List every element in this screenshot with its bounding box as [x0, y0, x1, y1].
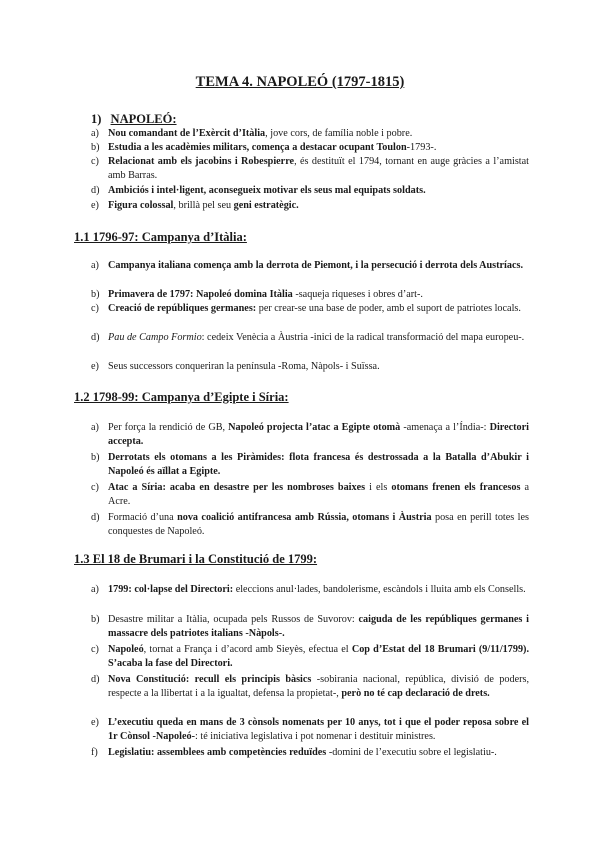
list-item [91, 184, 529, 198]
item-marker: b) [91, 614, 100, 625]
item-marker: c) [91, 303, 99, 314]
item-marker: e) [91, 361, 99, 372]
item-marker: d) [91, 512, 100, 523]
item-text: Primavera de 1797: Napoleó domina Itàlia -saqueja riqueses i obres d’art-. [108, 289, 423, 300]
list-item [91, 451, 529, 478]
item-text: Nou comandant de l’Exèrcit d’Itàlia, jove cors, de família noble i pobre. [108, 128, 413, 139]
item-marker: f) [91, 747, 98, 758]
item-marker: d) [91, 674, 100, 685]
item-marker: c) [91, 156, 99, 167]
item-text: Figura colossal, brillà pel seu geni estratègic. [108, 200, 299, 211]
list-item [91, 302, 529, 316]
list-item [91, 360, 529, 374]
list-item [91, 331, 529, 345]
list-item [91, 141, 529, 155]
list-item [91, 288, 529, 302]
item-text: Estudia a les acadèmies militars, comença a destacar ocupant Toulon-1793-. [108, 142, 437, 153]
page-title: TEMA 4. NAPOLEÓ (1797-1815) [195, 74, 405, 90]
item-marker: a) [91, 260, 99, 271]
list-item [91, 421, 529, 448]
item-text: Nova Constitució: recull els principis bàsics -sobirania nacional, república, divisió de poders, respecte a la llibertat i a la igualtat, defensa la propietat-, però no té cap declaració de drets. [108, 674, 529, 699]
section-heading-brumari: 1.3 El 18 de Brumari i la Constitució de 1799: [74, 552, 318, 566]
item-text: Ambiciós i intel·ligent, aconsegueix motivar els seus mal equipats soldats. [108, 185, 426, 196]
item-text: Atac a Síria: acaba en desastre per les nombroses baixes i els otomans frenen els francesos a Acre. [108, 482, 529, 507]
item-marker: a) [91, 584, 99, 595]
list-item [91, 716, 529, 743]
item-text: Formació d’una nova coalició antifrancesa amb Rússia, otomans i Àustria posa en perill totes les conquestes de Napoleó. [108, 512, 529, 537]
item-text: Desastre militar a Itàlia, ocupada pels Russos de Suvorov: caiguda de les repúbliques germanes i massacre dels patriotes italians -Nàpols-. [108, 614, 529, 639]
section-heading-egipte: 1.2 1798-99: Campanya d’Egipte i Síria: [74, 390, 289, 404]
item-marker: b) [91, 142, 100, 153]
item-text: 1799: col·lapse del Directori: eleccions anul·lades, bandolerisme, escàndols i lluita amb els Consells. [108, 584, 526, 595]
item-marker: a) [91, 422, 99, 433]
item-text: L’executiu queda en mans de 3 cònsols nomenats per 10 anys, tot i que el poder reposa sobre el 1r Cònsol -Napoleó-: té iniciativa legislativa i pot nomenar i destituir ministres. [108, 717, 529, 742]
item-marker: b) [91, 289, 100, 300]
item-marker: d) [91, 185, 100, 196]
section-heading-italia: 1.1 1796-97: Campanya d’Itàlia: [74, 230, 247, 244]
item-text: Pau de Campo Formio: cedeix Venècia a Àustria -inici de la radical transformació del mapa europeu-. [108, 332, 525, 343]
list-item [91, 583, 529, 597]
item-text: Seus successors conqueriran la península -Roma, Nàpols- i Suïssa. [108, 361, 380, 372]
list-item [91, 155, 529, 182]
item-text: Derrotats els otomans a les Piràmides: flota francesa és destrossada a la Batalla d’Abukir i Napoleó és aïllat a Egipte. [108, 452, 529, 477]
list-item [91, 673, 529, 700]
list-item [91, 259, 529, 273]
item-text: Legislatiu: assemblees amb competències reduïdes -domini de l’executiu sobre el legislatiu-. [108, 747, 497, 758]
item-text: Campanya italiana comença amb la derrota de Piemont, i la persecució i derrota dels Austríacs. [108, 260, 524, 271]
item-text: Napoleó, tornat a França i d’acord amb Sieyès, efectua el Cop d’Estat del 18 Brumari (9/11/1799). S’acaba la fase del Directori. [108, 644, 529, 669]
item-marker: c) [91, 482, 99, 493]
item-text: Per força la rendició de GB, Napoleó projecta l’atac a Egipte otomà -amenaça a l’Índia-: Directori accepta. [108, 422, 530, 447]
item-marker: a) [91, 128, 99, 139]
section-heading-napoleo [91, 112, 177, 127]
item-marker: d) [91, 332, 100, 343]
list-item [91, 613, 529, 640]
item-marker: e) [91, 717, 99, 728]
list-item [91, 199, 529, 213]
section-title: NAPOLEÓ: [110, 112, 177, 126]
list-item [91, 746, 529, 760]
item-marker: b) [91, 452, 100, 463]
list-item [91, 511, 529, 538]
item-marker: c) [91, 644, 99, 655]
list-item [91, 643, 529, 670]
list-item [91, 481, 529, 508]
list-item [91, 127, 529, 141]
item-text: Relacionat amb els jacobins i Robespierre, és destituït el 1794, tornant en auge gràcies a l’amistat amb Barras. [108, 156, 529, 181]
section-number: 1) [91, 112, 102, 126]
item-marker: e) [91, 200, 99, 211]
item-text: Creació de repúbliques germanes: per crear-se una base de poder, amb el suport de patriotes locals. [108, 303, 521, 314]
